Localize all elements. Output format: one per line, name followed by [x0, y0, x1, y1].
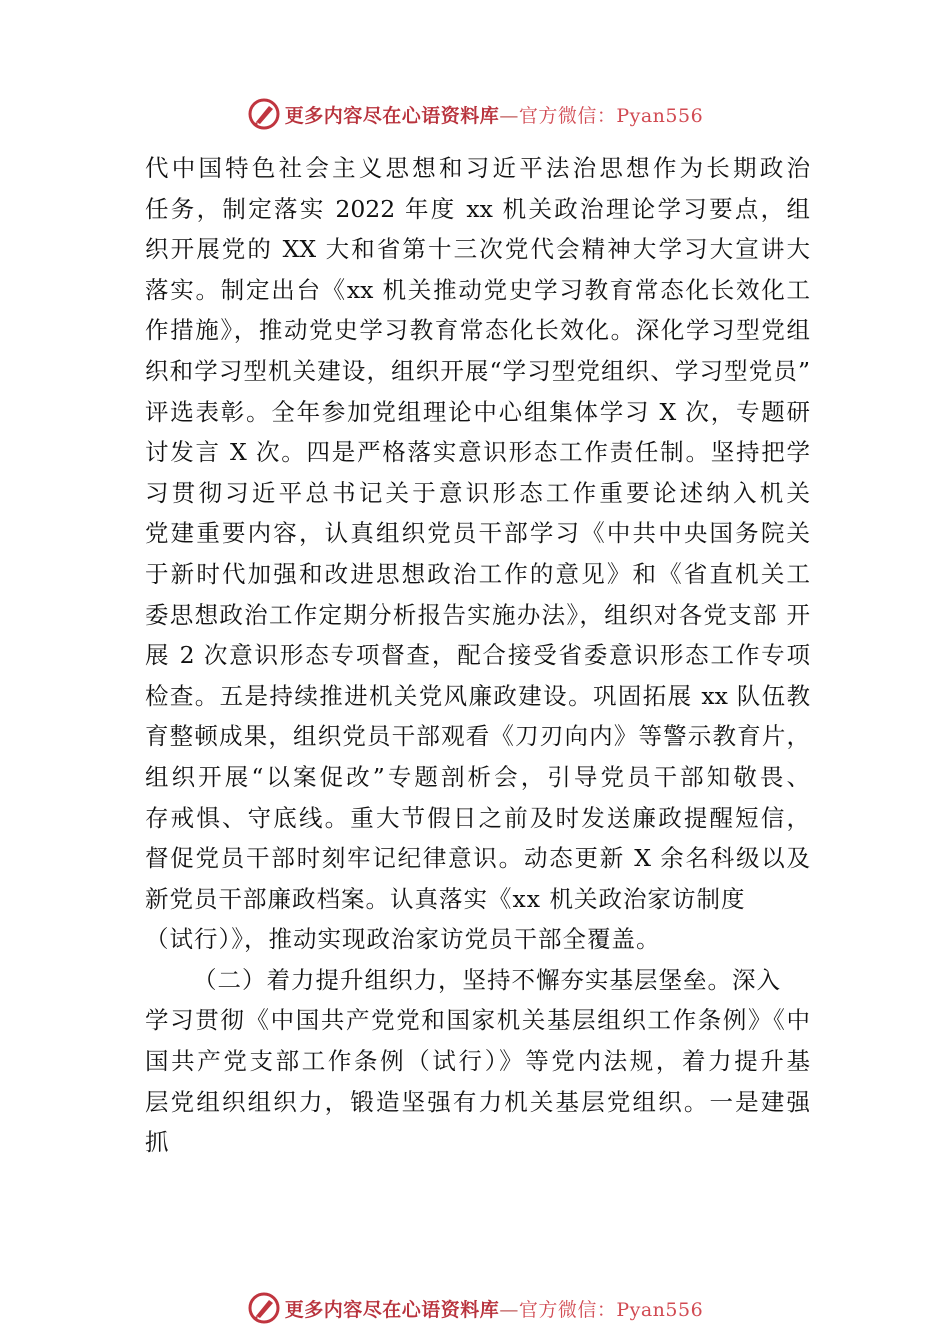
text-line: 新党员干部廉政档案。认真落实《xx 机关政治家访制度 — [145, 884, 746, 913]
text-line: 讨发言 X 次。四是严格落实意识形态工作责任制。坚持把学 — [145, 438, 810, 467]
text-line: 织和学习型机关建设，组织开展“学习型党组织、学习型党员” — [145, 356, 810, 385]
text-line: 督促党员干部时刻牢记纪律意识。动态更新 X 余名科级以及 — [145, 844, 810, 873]
text-line: 落实。制定出台《xx 机关推动党史学习教育常态化长效化工 — [145, 275, 810, 304]
text-line: 委思想政治工作定期分析报告实施办法》，组织对各党支部 开 — [145, 600, 810, 629]
text-line: 代中国特色社会主义思想和习近平法治思想作为长期政治 — [145, 154, 810, 182]
text-line: 检查。五是持续推进机关党风廉政建设。巩固拓展 xx 队伍教 — [145, 681, 810, 710]
text-line: 展 2 次意识形态专项督查，配合接受省委意识形态工作专项 — [145, 641, 810, 670]
document-body — [145, 148, 810, 1163]
text-line: 抓 — [145, 1128, 170, 1157]
watermark-footer — [0, 1288, 950, 1328]
watermark-brand: 更多内容尽在心语资料库 — [284, 1298, 500, 1321]
text-line: 组织开展“以案促改”专题剖析会，引导党员干部知敬畏、 — [145, 762, 810, 791]
watermark-brand: 更多内容尽在心语资料库 — [284, 104, 500, 127]
watermark-header — [0, 94, 950, 134]
pen-logo-icon — [247, 97, 281, 131]
text-line: 学习贯彻《中国共产党党和国家机关基层组织工作条例》《中 — [145, 1006, 810, 1035]
watermark-separator: — — [499, 104, 519, 127]
text-line: 层党组织组织力，锻造坚强有力机关基层党组织。一是建强 — [145, 1087, 810, 1116]
text-line: 习贯彻习近平总书记关于意识形态工作重要论述纳入机关 — [145, 478, 810, 507]
text-line: 于新时代加强和改进思想政治工作的意见》和《省直机关工 — [145, 559, 810, 588]
text-line: 育整顿成果，组织党员干部观看《刀刃向内》等警示教育片， — [145, 722, 810, 751]
text-line: 织开展党的 XX 大和省第十三次党代会精神大学习大宣讲大 — [145, 235, 810, 264]
text-line: （试行）》，推动实现政治家访党员干部全覆盖。 — [145, 925, 661, 954]
text-line: 作措施》，推动党史学习教育常态化长效化。深化学习型党组 — [145, 316, 810, 345]
text-line: 评选表彰。全年参加党组理论中心组集体学习 X 次，专题研 — [145, 397, 810, 426]
watermark-wechat-id: Pyan556 — [616, 1298, 704, 1321]
text-line: 存戒惧、守底线。重大节假日之前及时发送廉政提醒短信， — [145, 803, 810, 832]
text-line: 国共产党支部工作条例（试行）》等党内法规，着力提升基 — [145, 1047, 810, 1076]
text-line: 任务，制定落实 2022 年度 xx 机关政治理论学习要点，组 — [145, 194, 810, 223]
watermark-wechat-id: Pyan556 — [616, 104, 704, 127]
paragraph-start-line: （二）着力提升组织力，坚持不懈夯实基层堡垒。深入 — [193, 965, 781, 994]
watermark-wechat-label: 官方微信： — [518, 1298, 617, 1321]
watermark-separator: — — [499, 1298, 519, 1321]
watermark-wechat-label: 官方微信： — [518, 104, 617, 127]
text-line: 党建重要内容，认真组织党员干部学习《中共中央国务院关 — [145, 519, 810, 548]
pen-logo-icon — [247, 1291, 281, 1325]
